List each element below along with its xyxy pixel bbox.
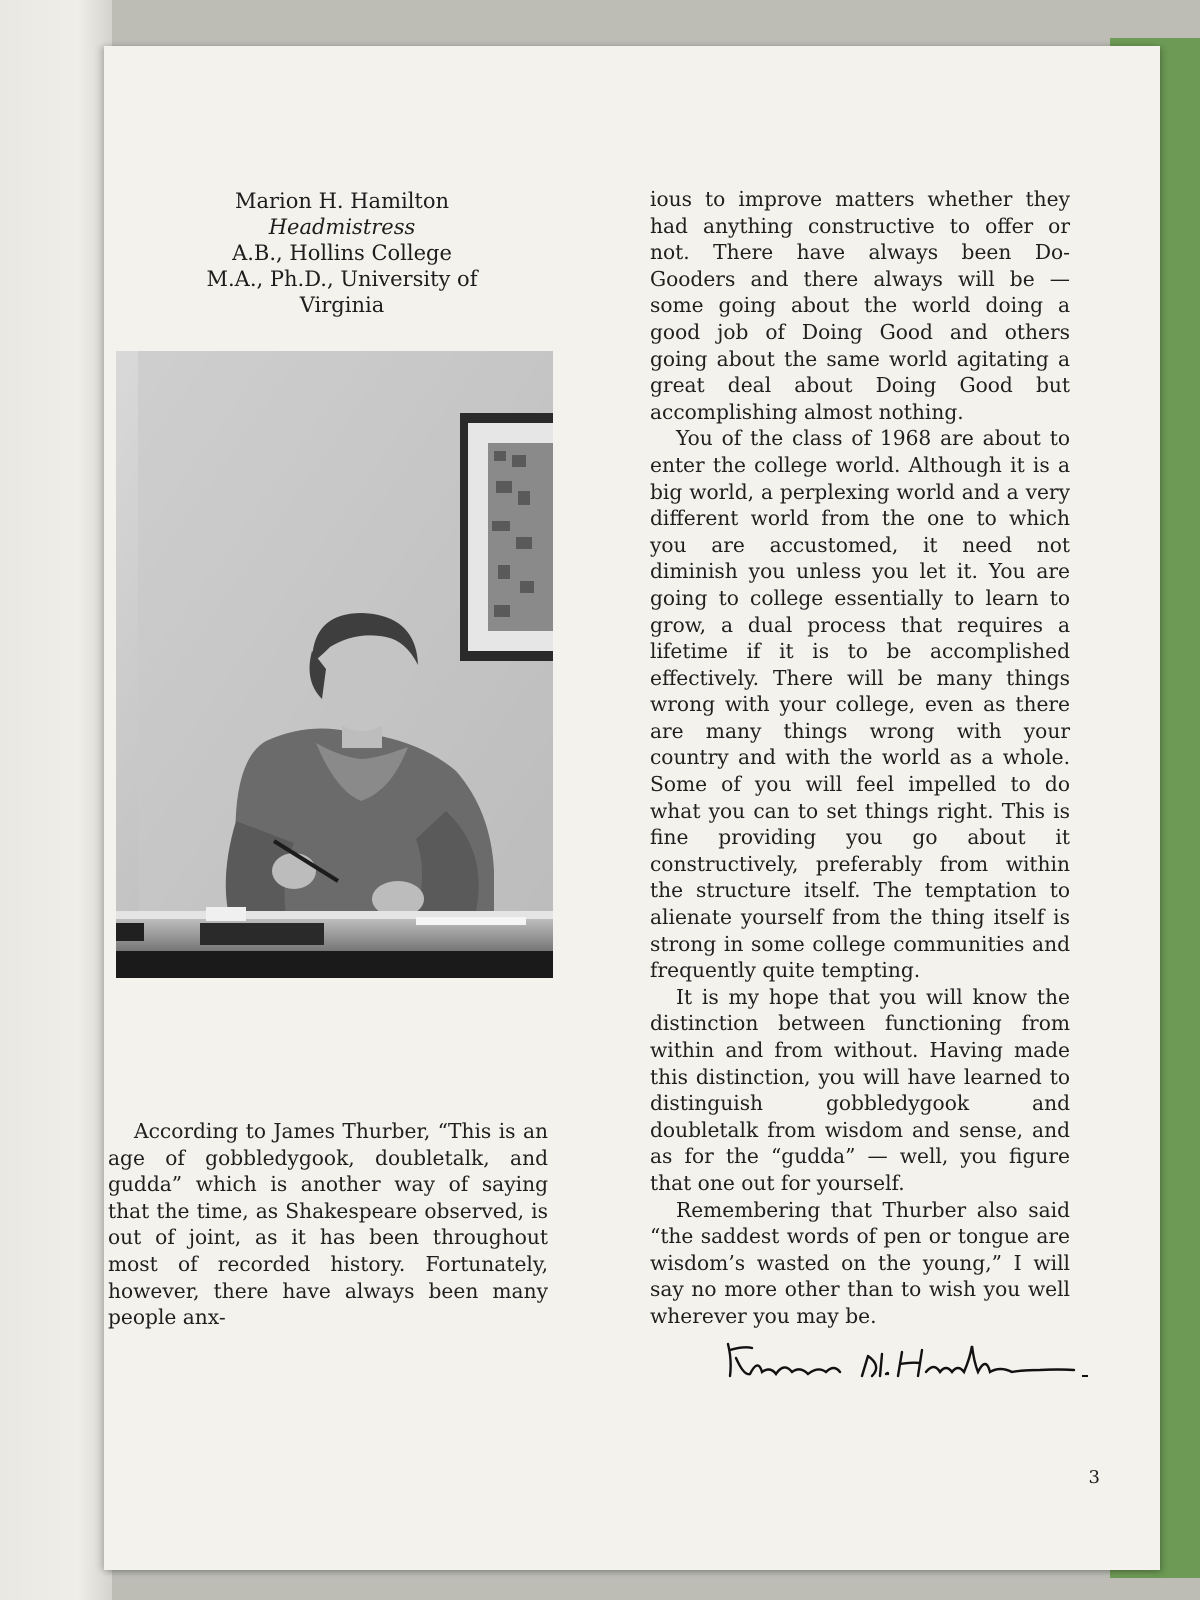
text-column-left bbox=[108, 1118, 548, 1331]
paragraph-4: Remembering that Thurber also said “the saddest words of pen or tongue are wisdom’s wasted on the young,” I will say no more other than to wish you well wherever you may be. bbox=[650, 1197, 1070, 1328]
facing-page-edge bbox=[0, 0, 112, 1600]
author-header bbox=[172, 188, 512, 318]
paragraph-1-continued: ious to improve matters whether they had anything constructive to offer or not. There have always been Do-Gooders and there always will be — some going about the world doing a good job of Doing Good and others going about the same world agitating a great deal about Doing Good but accomplishing almost nothing. bbox=[650, 187, 1070, 424]
paragraph-2: You of the class of 1968 are about to enter the college world. Although it is a big world, a perplexing world and a very different world from the one to which you are accustomed, it need not diminish you unless you let it. You are going to college essentially to learn to grow, a dual process that requires a lifetime if it is to be accomplished effectively. There will be many things wrong with your college, even as there are many things wrong with your country and with the world as a whole. Some of you will feel impelled to do what you can to set things right. This is fine providing you go about it constructively, preferably from within the structure itself. The temptation to alienate yourself from the thing itself is strong in some college communities and frequently quite tempting. bbox=[650, 426, 1070, 983]
paragraph-1: According to James Thurber, “This is an age of gobbledygook, doubletalk, and gudda” which is another way of saying that the time, as Shakespeare observed, is out of joint, as it has been throughout most of recorded history. Fortunately, however, there have always been many people anx- bbox=[108, 1119, 548, 1330]
author-degree-2: M.A., Ph.D., University of Virginia bbox=[206, 267, 478, 317]
handwritten-signature bbox=[722, 1336, 1112, 1396]
page-number: 3 bbox=[1088, 1467, 1100, 1488]
author-name: Marion H. Hamilton bbox=[234, 189, 450, 213]
text-column-right bbox=[650, 186, 1070, 1330]
portrait-photo bbox=[116, 351, 553, 978]
author-degree-1: A.B., Hollins College bbox=[232, 241, 452, 265]
paragraph-3: It is my hope that you will know the distinction between functioning from within and from without. Having made this distinction, you will have learned to distinguish gobbledygook and doubletalk from wisdom and sense, and as for the “gudda” — well, you figure that one out for yourself. bbox=[650, 984, 1070, 1195]
author-title: Headmistress bbox=[268, 215, 416, 239]
